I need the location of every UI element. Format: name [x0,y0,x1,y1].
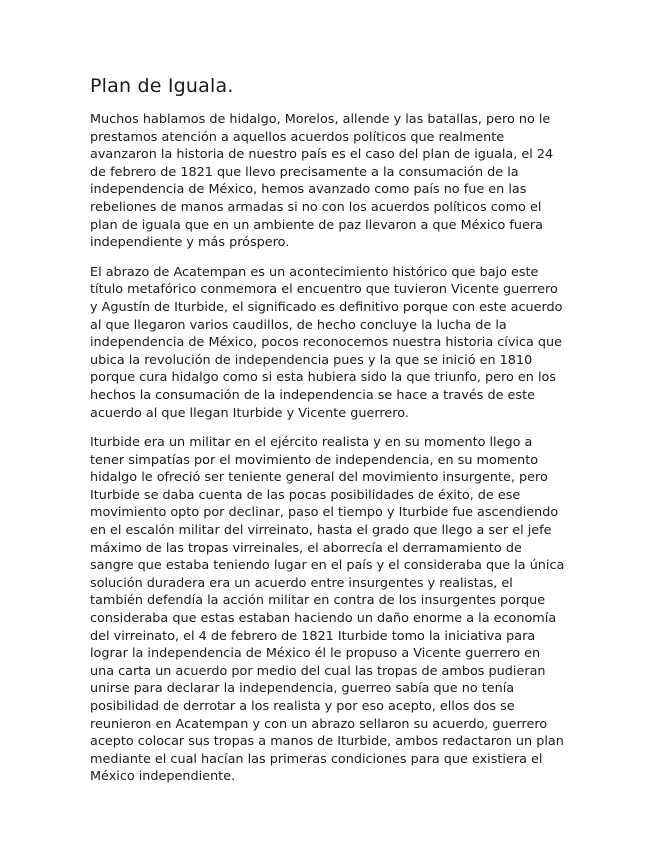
document-page [90,0,565,786]
paragraph-2: El abrazo de Acatempan es un acontecimiento histórico que bajo este título metafórico conmemora el encuentro que tuvieron Vicente guerrero y Agustín de Iturbide, el significado es definitivo porque con este acuerdo al que llegaron varios caudillos, de hecho concluye la lucha de la independencia de México, pocos reconocemos nuestra historia cívica que ubica la revolución de independencia pues y la que se inició en 1810 porque cura hidalgo como si esta hubiera sido la que triunfo, pero en los hechos la consumación de la independencia se hace a través de este acuerdo al que llegan Iturbide y Vicente guerrero. [90,264,563,421]
paragraph-1: Muchos hablamos de hidalgo, Morelos, allende y las batallas, pero no le prestamos atención a aquellos acuerdos políticos que realmente avanzaron la historia de nuestro país es el caso del plan de iguala, el 24 de febrero de 1821 que llevo precisamente a la consumación de la independencia de México, hemos avanzado como país no fue en las rebeliones de manos armadas si no con los acuerdos políticos como el plan de iguala que en un ambiente de paz llevaron a que México fuera independiente y más próspero. [90,112,554,251]
document-title: Plan de Iguala. [90,75,234,97]
paragraph-3: Iturbide era un militar en el ejército realista y en su momento llego a tener simpatías por el movimiento de independencia, en su momento hidalgo le ofreció ser teniente general del movimiento insurgente, pero Iturbide se daba cuenta de las pocas posibilidades de éxito, de ese movimiento opto por declinar, paso el tiempo y Iturbide fue ascendiendo en el escalón militar del virreinato, hasta el grado que llego a ser el jefe máximo de las tropas virreinales, el aborrecía el derramamiento de sangre que estaba teniendo lugar en el país y el consideraba que la única solución duradera era un acuerdo entre insurgentes y realistas, el también defendía la acción militar en contra de los insurgentes porque consideraba que estas estaban haciendo un daño enorme a la economía del virreinato, el 4 de febrero de 1821 Iturbide tomo la iniciativa para lograr la independencia de México él le propuso a Vicente guerrero en una carta un acuerdo por medio del cual las tropas de ambos pudieran unirse para declarar la independencia, guerreo sabía que no tenía posibilidad de derrotar a los realista y por eso acepto, ellos dos se reunieron en Acatempan y con un abrazo sellaron su acuerdo, guerrero acepto colocar sus tropas a manos de Iturbide, ambos redactaron un plan mediante el cual hacían las primeras condiciones para que existiera el México independiente. [90,435,565,785]
